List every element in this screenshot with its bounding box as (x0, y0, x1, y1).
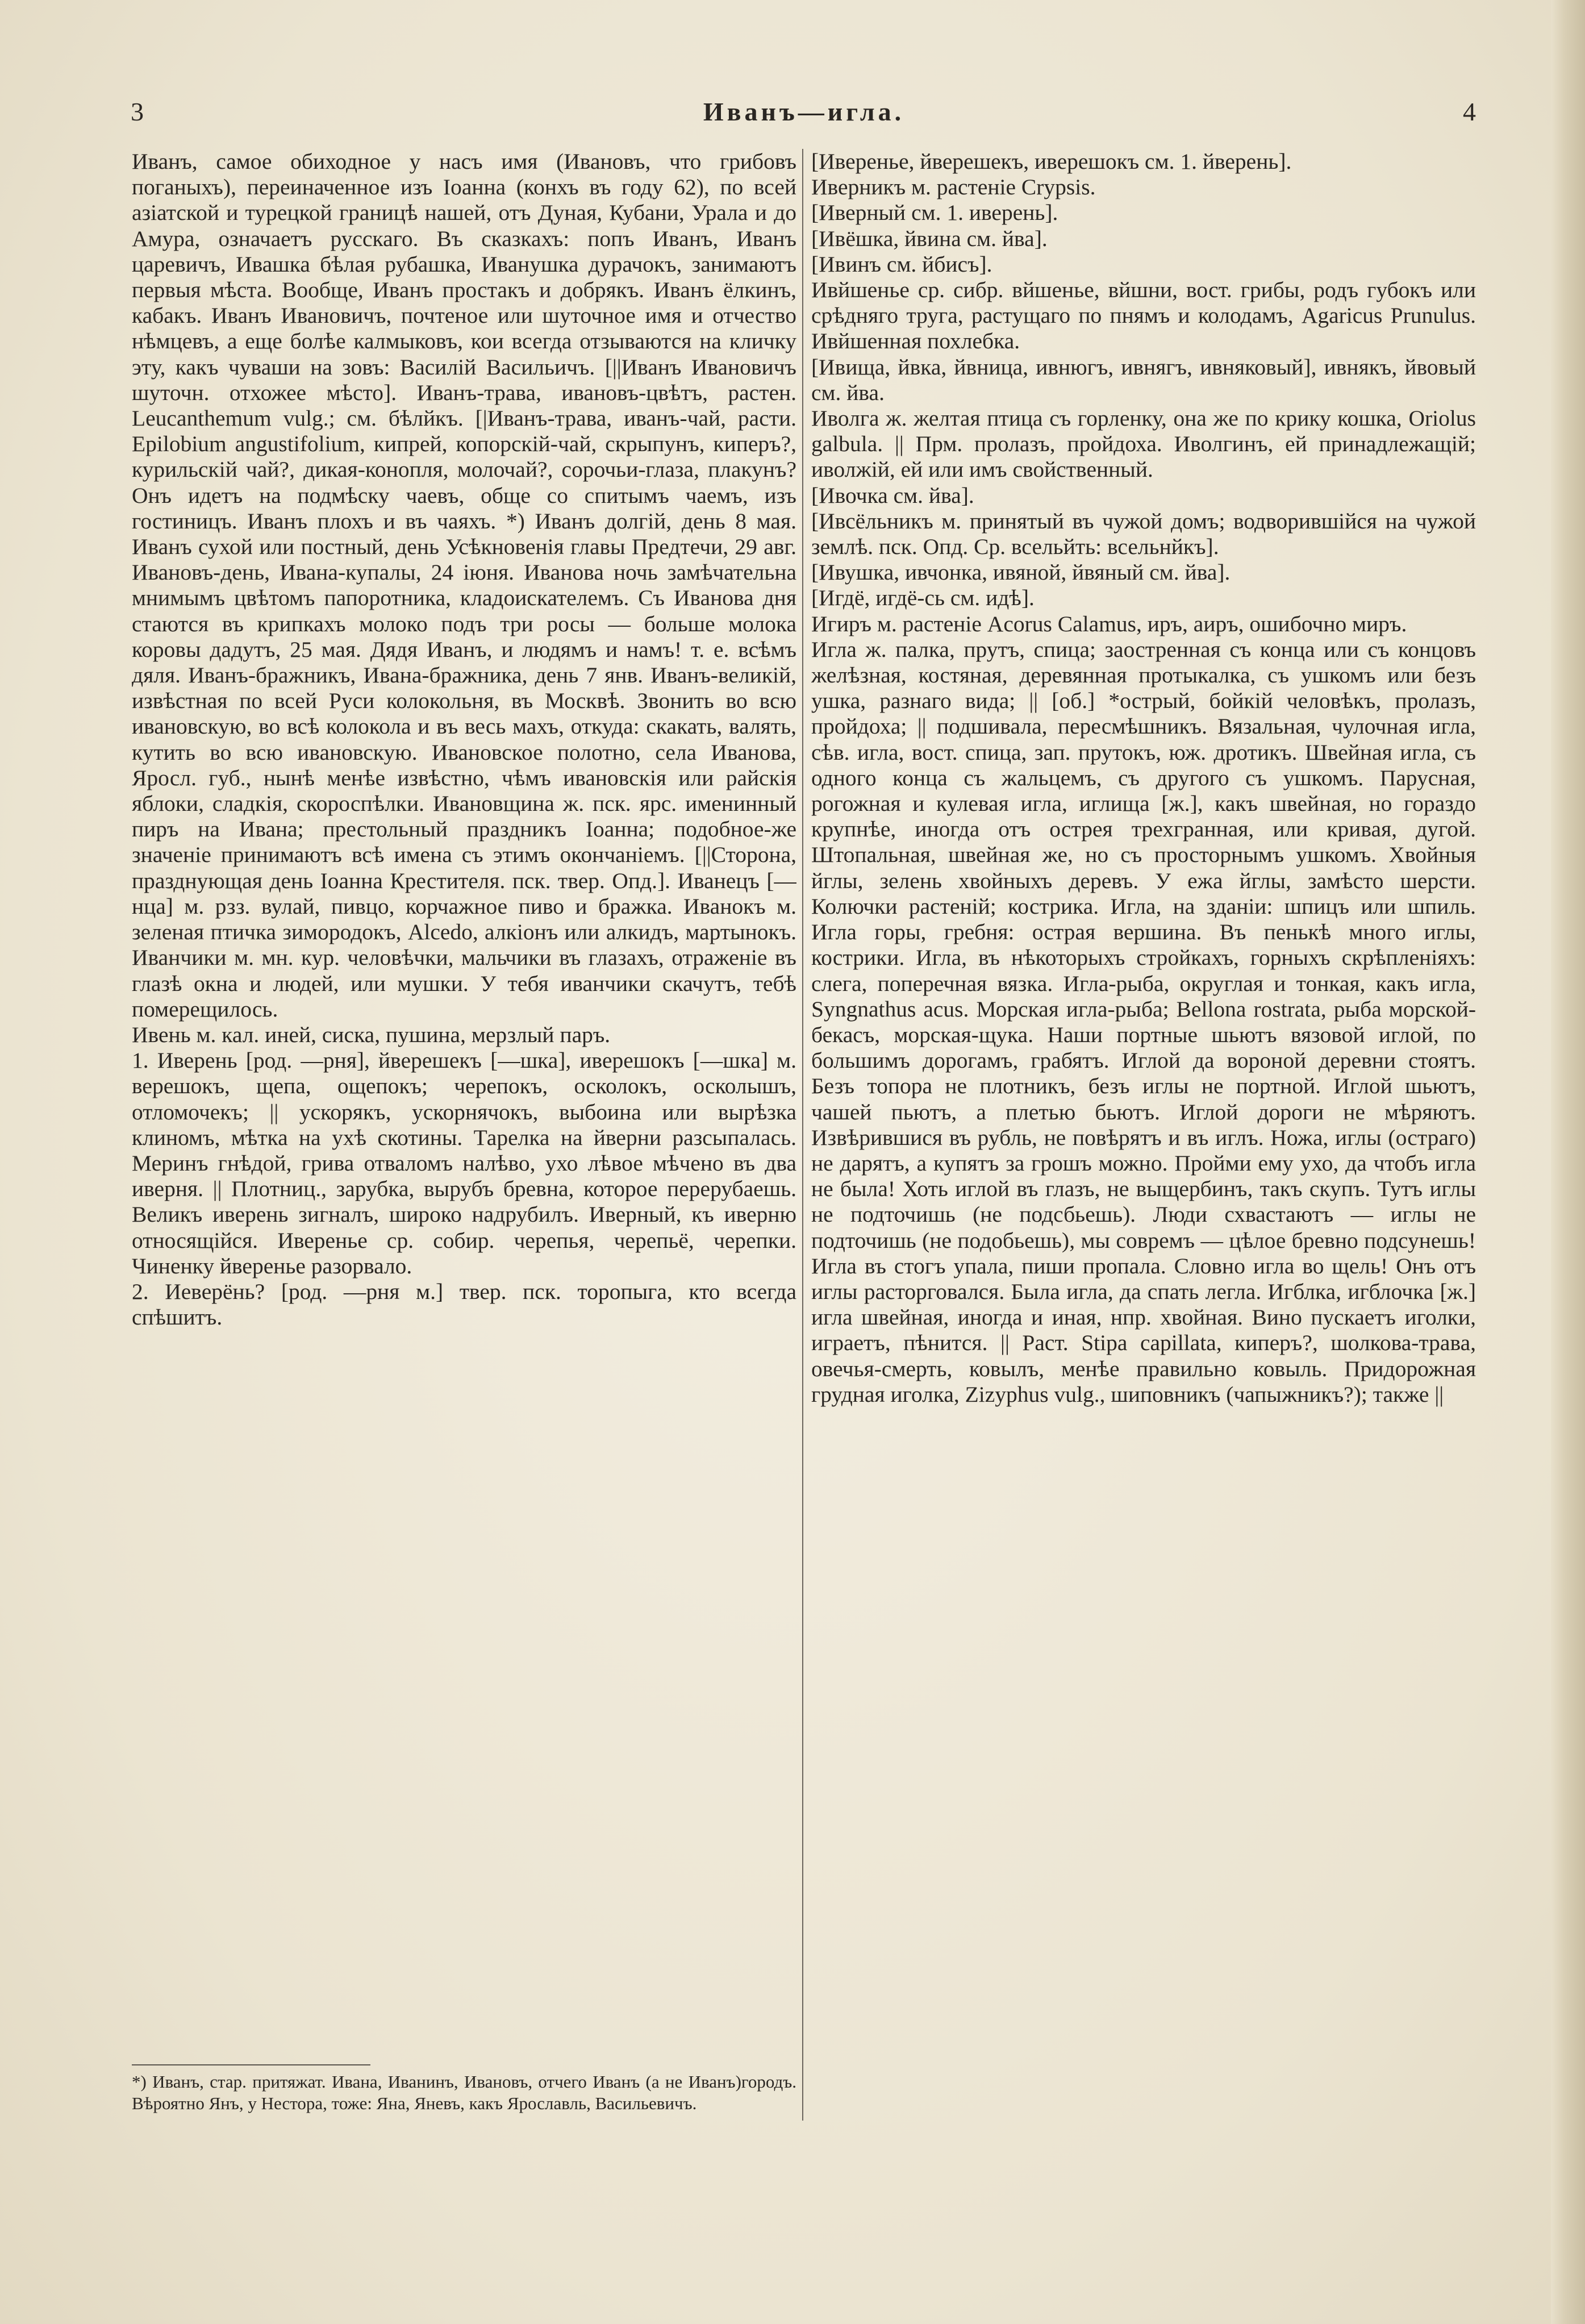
entry-iveren-2: 2. Иеверёнь? [род. —рня м.] твер. пск. торопыга, кто всегда спѣшитъ. (132, 1278, 796, 1330)
entry-iverenye: [Иверенье, йверешекъ, иверешокъ см. 1. йверень]. (811, 149, 1292, 174)
running-title: Иванъ—игла. (703, 97, 905, 126)
entry-igir: Игиръ м. растеніе Acorus Calamus, иръ, аиръ, ошибочно миръ. (811, 611, 1407, 636)
right-page-number: 4 (1463, 97, 1477, 126)
footnote: *) Иванъ, стар. притяжат. Ивана, Иванинъ, Ивановъ, отчего Иванъ (а не Иванъ)городъ. Вѣроятно Янъ, у Нестора, тоже: Яна, Яневъ, какъ Ярославль, Васильевичъ. (132, 2072, 796, 2113)
entry-ivishcha: [Ивища, йвка, йвница, ивнюгъ, ивнягъ, ивняковый], ивнякъ, йвовый см. йва. (811, 354, 1476, 405)
entry-ivushka: [Ивушка, ивчонка, ивяной, йвяный см. йва]. (811, 560, 1231, 585)
entry-ivolga: Иволга ж. желтая птица съ горленку, она же по крику кошка, Oriolus galbula. || Прм. пролазъ, пройдоха. Иволгинъ, ей принадлежащій; иволжій, ей или имъ свойственный. (811, 406, 1476, 482)
entry-ivin: [Ивинъ см. йбисъ]. (811, 251, 992, 277)
page-header (131, 97, 1477, 142)
entry-ivernik: Иверникъ м. растеніе Crypsis. (811, 174, 1096, 200)
entry-iverny: [Иверный см. 1. иверень]. (811, 200, 1058, 226)
entry-igde: [Игдё, игдё-сь см. идѣ]. (811, 585, 1035, 611)
entry-ivishenye: Ивйшенье ср. сибр. вйшенье, вйшни, вост. грибы, родъ губокъ или срѣдняго труга, растущаго по пнямъ и колодамъ, Agaricus Prunulus. Ивйшенная похлебка. (811, 277, 1476, 354)
footnote-rule (132, 2064, 370, 2065)
left-column (132, 149, 796, 2126)
book-spine-edge (1551, 0, 1585, 2324)
entry-ivochka: [Ивочка см. йва]. (811, 482, 974, 508)
entry-iveren-1: 1. Иверень [род. —рня], йверешекъ [—шка], иверешокъ [—шка] м. верешокъ, щепа, ощепокъ; черепокъ, осколокъ, осколышъ, отломочекъ; || ускорякъ, ускорнячокъ, выбоина или вырѣзка клиномъ, мѣтка на ухѣ скотины. Тарелка на йверни разсыпалась. Меринъ гнѣдой, грива отваломъ налѣво, ухо лѣвое мѣчено въ два иверня. || Плотниц., зарубка, вырубъ бревна, которое перерубаешь. Великъ иверень зигналъ, широко надрубилъ. Иверный, къ иверню относящійся. Иверенье ср. собир. черепья, черепьё, черепки. Чиненку йверенье разорвало. (132, 1048, 796, 1278)
entry-ivyoshka: [Ивёшка, йвина см. йва]. (811, 226, 1048, 251)
entry-iven: Ивень м. кал. иней, сиска, пушина, мерзлый паръ. (132, 1022, 611, 1047)
column-divider (802, 149, 803, 2121)
right-column (811, 149, 1476, 2126)
entry-igla: Игла ж. палка, прутъ, спица; заостренная съ конца или съ концовъ желѣзная, костяная, деревянная протыкалка, съ ушкомъ или безъ ушка, разнаго вида; || [об.] *острый, бойкій человѣкъ, пролазъ, пройдоха; || подшивала, пересмѣшникъ. Вязальная, чулочная игла, сѣв. игла, вост. спица, зап. прутокъ, юж. дротикъ. Швейная игла, съ одного конца съ жальцемъ, съ другого съ ушкомъ. Парусная, рогожная и кулевая игла, иглища [ж.], какъ швейная, но гораздо крупнѣе, иногда отъ острея трехгранная, или кривая, дугой. Штопальная, швейная же, но съ просторнымъ ушкомъ. Хвойныя йглы, зелень хвойныхъ деревъ. У ежа йглы, замѣсто шерсти. Колючки растеній; кострика. Игла, на зданіи: шпицъ или шпиль. Игла горы, гребня: острая вершина. Въ пенькѣ много иглы, кострики. Игла, въ нѣкоторыхъ стройкахъ, горныхъ скрѣпленіяхъ: слега, поперечная вязка. Игла-рыба, округлая и тонкая, какъ игла, Syngnathus acus. Морская игла-рыба; Bellona rostrata, рыба морской-бекасъ, морская-щука. Наши портные шьютъ вязовой иглой, по большимъ дорогамъ, грабятъ. Иглой да вороной деревни стоятъ. Безъ топора не плотникъ, безъ иглы не портной. Иглой шьютъ, чашей пьютъ, а плетью бьютъ. Иглой дороги не мѣряютъ. Извѣрившися въ рубль, не повѣрятъ и въ иглъ. Ножа, иглы (остраго) не дарятъ, а купятъ за грошъ можно. Пройми ему ухо, да чтобъ игла не была! Хоть иглой въ глазъ, не выщербинъ, такъ скупъ. Тутъ иглы не подточишь (не подсбьешь). Люди схвастаютъ — иглы не подточишь (не подобьешь), мы совремъ — цѣлое бревно подсунешь! Игла въ стогъ упала, пиши пропала. Словно игла во щель! Онъ отъ иглы расторговался. Была игла, да спать легла. Игблка, игблочка [ж.] игла швейная, иногда и иная, нпр. хвойная. Вино пускаетъ иголки, играетъ, пѣнится. || Раст. Stipa capillata, киперъ?, шолкова-трава, овечья-смерть, ковылъ, менѣе правильно ковыль. Придорожная грудная иголка, Zizyphus vulg., шиповникъ (чапыжникъ?); также || (811, 636, 1476, 1407)
entry-ivselnik: [Ивсёльникъ м. принятый въ чужой домъ; водворившійся на чужой землѣ. пск. Опд. Ср. всельйть: всельнйкъ]. (811, 508, 1476, 560)
entry-ivan: Иванъ, самое обиходное у насъ имя (Ивановъ, что грибовъ поганыхъ), переиначенное изъ Іоанна (конхъ въ году 62), по всей азіатской и турецкой границѣ нашей, отъ Дуная, Кубани, Урала и до Амура, означаетъ русскаго. Въ сказкахъ: попъ Иванъ, Иванъ царевичъ, Ивашка бѣлая рубашка, Иванушка дурачокъ, занимаютъ первыя мѣста. Вообще, Иванъ простакъ и добрякъ. Иванъ ёлкинъ, кабакъ. Иванъ Ивановичъ, почтеное или шуточное имя и отчество нѣмцевъ, а еще болѣе калмыковъ, кои всегда отзываются на кличку эту, какъ чуваши на зовъ: Василій Васильичъ. [||Иванъ Ивановичъ шуточн. отхожее мѣсто]. Иванъ-трава, ивановъ-цвѣтъ, растен. Leucanthemum vulg.; см. бѣлйкъ. [|Иванъ-трава, иванъ-чай, расти. Epilobium angustifolium, кипрей, копорскій-чай, скрыпунъ, киперъ?, курильскій чай?, дикая-конопля, молочай?, сорочьи-глаза, плакунъ? Онъ идетъ на подмѣску чаевъ, обще со спитымъ чаемъ, изъ гостиницъ. Иванъ плохъ и въ чаяхъ. *) Иванъ долгій, день 8 мая. Иванъ сухой или постный, день Усѣкновенія главы Предтечи, 29 авг. Ивановъ-день, Ивана-купалы, 24 іюня. Иванова ночь замѣчательна мнимымъ цвѣтомъ папоротника, кладоискателемъ. Съ Иванова дня стаются въ крипкахъ молоко подъ три росы — больше молока коровы дадутъ, 25 мая. Дядя Иванъ, и людямъ и намъ! т. е. всѣмъ дяля. Иванъ-бражникъ, Ивана-бражника, день 7 янв. Иванъ-великій, извѣстная по всей Руси колокольня, въ Москвѣ. Звонить во всю ивановскую, во всѣ колокола и въ весь махъ, откуда: скакать, валять, кутить во всю ивановскую. Ивановское полотно, села Иванова, Яросл. губ., нынѣ менѣе извѣстно, чѣмъ ивановскія или райскія яблоки, сладкія, скороспѣлки. Ивановщина ж. пск. ярс. именинный пиръ на Ивана; престольный праздникъ Іоанна; подобное-же значеніе принимаютъ всѣ имена съ этимъ окончаніемъ. [||Сторона, празднующая день Іоанна Крестителя. пск. твер. Опд.]. Иванецъ [—нца] м. рзз. вулай, пивцо, корчажное пиво и бражка. Иванокъ м. зеленая птичка зимородокъ, Alcedo, алкіонъ или алкидъ, мартынокъ. Иванчики м. мн. кур. человѣчки, мальчики въ глазахъ, отраженіе въ глазѣ окна и людей, или мушки. У тебя иванчики скачутъ, тебѣ померещилось. (132, 149, 796, 1022)
left-page-number: 3 (131, 97, 145, 126)
